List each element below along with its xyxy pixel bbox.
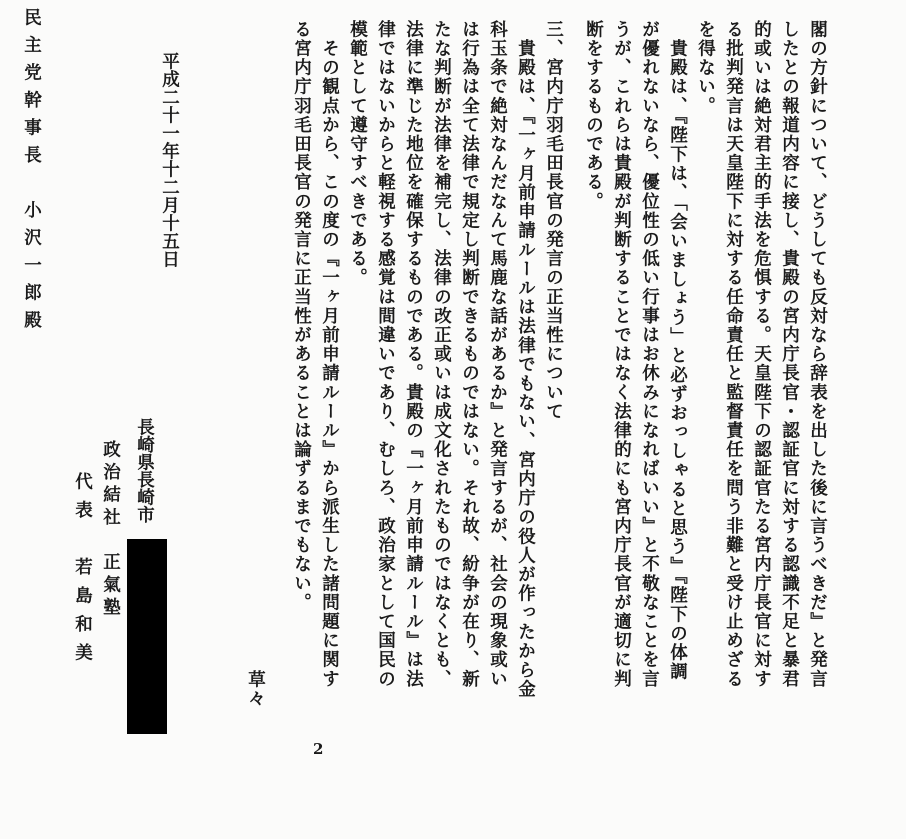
redaction-block bbox=[127, 539, 167, 734]
addressee: 民主党幹事長 小沢一郎殿 bbox=[21, 8, 42, 338]
body-line: 科玉条で絶対なんだなんて馬鹿な話があるか』と発言するが、社会の現象或い bbox=[487, 20, 508, 689]
sender-representative: 代表 若島和美 bbox=[72, 472, 93, 672]
closing-text: 草々 bbox=[245, 670, 266, 709]
letter-date: 平成二十一年十二月十五日 bbox=[159, 52, 180, 268]
body-line: が優れないなら、優位性の低い行事はお休みになればいい』と不敬なことを言 bbox=[639, 20, 660, 689]
body-line: 断をするものである。 bbox=[583, 20, 604, 211]
section-heading: 三、宮内庁羽毛田長官の発言の正当性について bbox=[543, 20, 564, 422]
body-line: る批判発言は天皇陛下に対する任命責任と監督責任を問う非難と受け止めざる bbox=[723, 20, 744, 689]
body-line: その観点から、この度の『一ヶ月前申請ルール』から派生した諸問題に関す bbox=[319, 20, 340, 689]
body-line: 的或いは絶対君主的手法を危惧する。天皇陛下の認証官たる宮内庁長官に対す bbox=[751, 20, 772, 689]
body-line: 律ではないからと軽視する感覚は間違いであり、むしろ、政治家として国民の bbox=[375, 20, 396, 689]
sender-organization: 政治結社 正氣塾 bbox=[100, 440, 121, 620]
body-line: 貴殿は、『陛下は、「会いましょう」と必ずおっしゃると思う』『陛下の体調 bbox=[667, 20, 688, 682]
body-line: たな判断が法律を補完し、法律の改正或いは成文化されたものではなくとも、 bbox=[431, 20, 452, 689]
body-line: 閣の方針について、どうしても反対なら辞表を出した後に言うべきだ』と発言 bbox=[807, 20, 828, 689]
body-line: したとの報道内容に接し、貴殿の宮内庁長官・認証官に対する認識不足と暴君 bbox=[779, 20, 800, 689]
body-line: 模範として遵守すべきである。 bbox=[347, 20, 368, 288]
body-line: 法律に準じた地位を確保するものである。貴殿の『一ヶ月前申請ルール』は法 bbox=[403, 20, 424, 689]
body-line: る宮内庁羽毛田長官の発言に正当性があることは論ずるまでもない。 bbox=[291, 20, 312, 613]
body-line: 貴殿は、『一ヶ月前申請ルールは法律でもない、宮内庁の役人が作ったから金 bbox=[515, 20, 536, 699]
body-line: うが、これらは貴殿が判断することではなく法律的にも宮内庁長官が適切に判 bbox=[611, 20, 632, 689]
body-line: を得ない。 bbox=[695, 20, 716, 116]
body-line: は行為は全て法律で規定し判断できるものではない。それ故、紛争が在り、新 bbox=[459, 20, 480, 689]
sender-address: 長崎県長崎市 bbox=[134, 418, 155, 523]
page-number: 2 bbox=[313, 740, 324, 758]
